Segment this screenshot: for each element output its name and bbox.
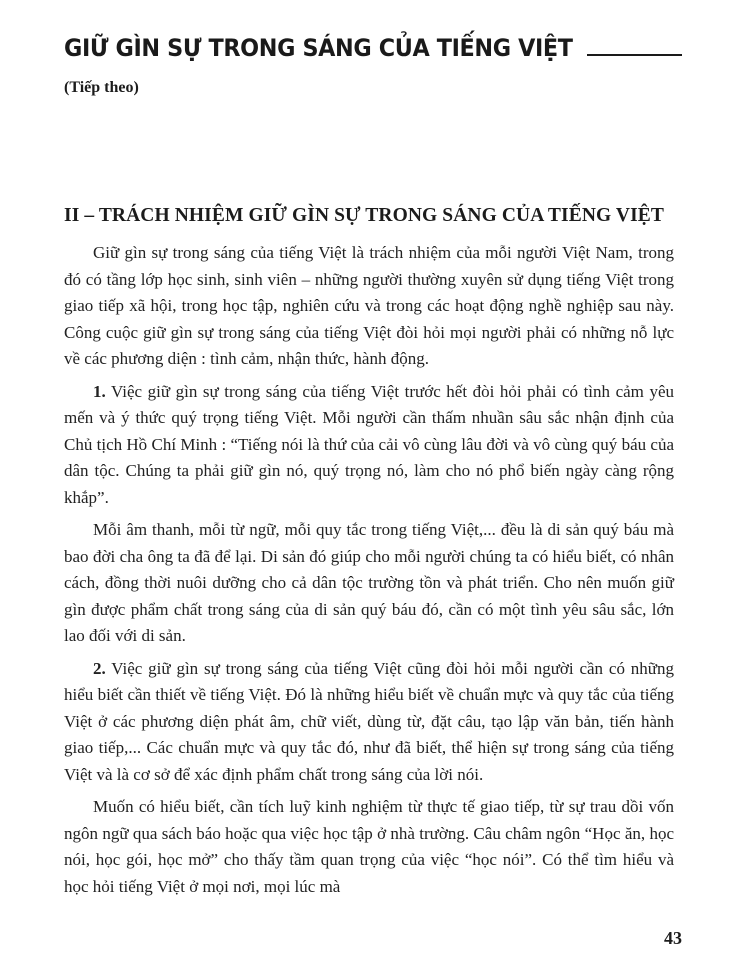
paragraph-number: 1. — [93, 381, 106, 401]
continued-label: (Tiếp theo) — [64, 79, 139, 96]
paragraph-text: Muốn có hiểu biết, cần tích luỹ kinh nghiệm từ thực tế giao tiếp, từ sự trau dồi vốn ngôn ngữ qua sách báo hoặc qua việc học tập ở nhà trường. Câu châm ngôn “Học ăn, học nói, học gói, học mở” cho thấy tầm quan trọng của việc “học nói”. Có thể tìm hiểu và học hỏi tiếng Việt ở mọi nơi, mọi lúc mà — [64, 797, 674, 896]
paragraph — [64, 240, 674, 373]
paragraph-text: Việc giữ gìn sự trong sáng của tiếng Việt trước hết đòi hỏi phải có tình cảm yêu mến và ý thức quý trọng tiếng Việt. Mỗi người cần thấm nhuần sâu sắc nhận định của Chủ tịch Hồ Chí Minh : “Tiếng nói là thứ của cải vô cùng lâu đời và vô cùng quý báu của dân tộc. Chúng ta phải giữ gìn nó, quý trọng nó, làm cho nó phổ biến ngày càng rộng khắp”. — [64, 381, 674, 507]
chapter-header — [64, 34, 682, 62]
page-number: 43 — [664, 928, 682, 948]
chapter-title: GIỮ GÌN SỰ TRONG SÁNG CỦA TIẾNG VIỆT — [64, 34, 573, 62]
paragraph — [64, 794, 674, 900]
paragraph-text: Việc giữ gìn sự trong sáng của tiếng Việt cũng đòi hỏi mỗi người cần có những hiểu biết cần thiết về tiếng Việt. Đó là những hiểu biết về chuẩn mực và quy tắc của tiếng Việt ở các phương diện phát âm, chữ viết, dùng từ, đặt câu, tạo lập văn bản, tiến hành giao tiếp,... Các chuẩn mực và quy tắc đó, như đã biết, thể hiện sự trong sáng của tiếng Việt và là cơ sở để xác định phẩm chất trong sáng của lời nói. — [64, 658, 674, 784]
title-rule — [587, 54, 682, 56]
paragraph-text: Mỗi âm thanh, mỗi từ ngữ, mỗi quy tắc trong tiếng Việt,... đều là di sản quý báu mà bao đời cha ông ta đã để lại. Di sản đó giúp cho mỗi người chúng ta có hiểu biết, có nhân cách, đồng thời nuôi dưỡng cho cả dân tộc trường tồn và phát triển. Cho nên muốn giữ gìn được phẩm chất trong sáng của di sản quý báu đó, cần có một tình yêu sâu sắc, lớn lao đối với di sản. — [64, 520, 674, 645]
section-heading: II – TRÁCH NHIỆM GIỮ GÌN SỰ TRONG SÁNG CỦA TIẾNG VIỆT — [64, 205, 664, 226]
paragraph-number: 2. — [93, 658, 106, 678]
paragraph — [64, 656, 674, 789]
paragraph — [64, 379, 674, 512]
paragraph-text: Giữ gìn sự trong sáng của tiếng Việt là trách nhiệm của mỗi người Việt Nam, trong đó có tầng lớp học sinh, sinh viên – những người thường xuyên sử dụng tiếng Việt trong giao tiếp xã hội, trong học tập, nghiên cứu và trong các hoạt động nghề nghiệp sau này. Công cuộc giữ gìn sự trong sáng của tiếng Việt đòi hỏi mọi người phải có những nỗ lực về các phương diện : tình cảm, nhận thức, hành động. — [64, 243, 674, 368]
paragraph — [64, 517, 674, 650]
body-text — [64, 240, 674, 904]
